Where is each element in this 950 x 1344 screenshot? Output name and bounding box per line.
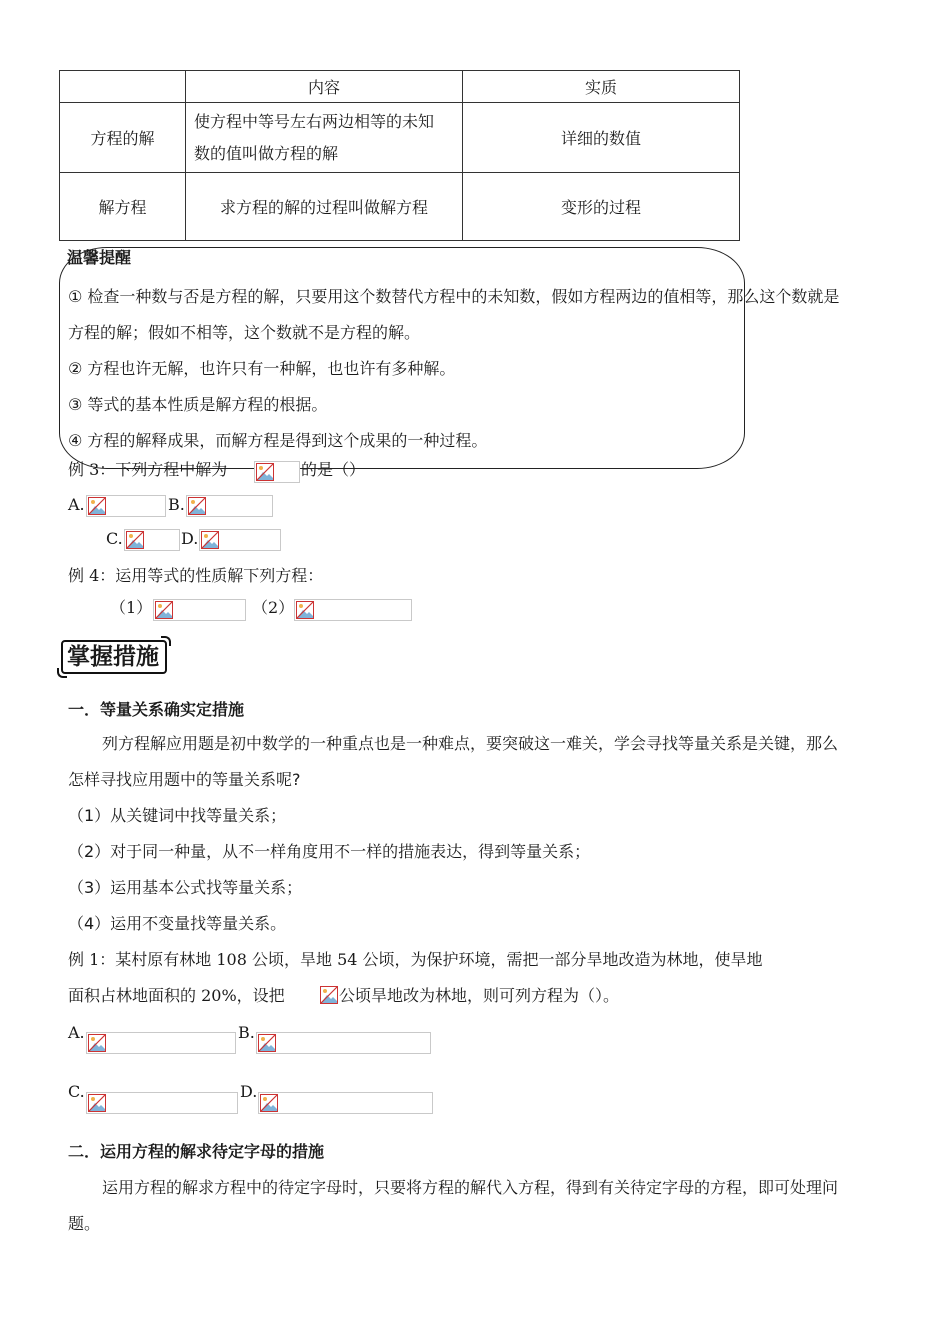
example1-line: 例 1：某村原有林地 108 公顷，旱地 54 公顷，为保护环境，需把一部分旱地改造为林地，使旱地 [68,950,763,969]
section-badge: 掌握措施 [61,640,167,674]
section1-paragraph-line: 怎样寻找应用题中的等量关系呢? [68,770,301,789]
table-header-row [60,71,740,103]
section1-paragraph-line: 列方程解应用题是初中数学的一种重点也是一种难点，要突破这一难关，学会寻找等量关系是关键，那么 [102,734,839,753]
section2-paragraph-line: 运用方程的解求方程中的待定字母时，只要将方程的解代入方程，得到有关待定字母的方程，即可处理问 [102,1178,839,1197]
broken-image-icon [88,1034,106,1052]
equation-image [186,495,273,517]
broken-image-icon [155,601,173,619]
option-label-c: C. [68,1082,85,1101]
equation-image [294,599,412,621]
broken-image-icon [258,1034,276,1052]
equation-image [320,986,338,1008]
table-row [60,103,740,173]
equation-image [199,529,281,551]
content-line: 数的值叫做方程的解 [194,143,339,163]
equation-image [86,1092,238,1114]
equation-image [254,461,300,483]
example3-suffix: 的是（） [301,460,366,479]
list-item: （4）运用不变量找等量关系。 [68,914,287,933]
reminder-line: ② 方程也许无解，也许只有一种解，也也许有多种解。 [68,359,456,378]
reminder-line: ④ 方程的解释成果，而解方程是得到这个成果的一种过程。 [68,431,488,450]
broken-image-icon [320,986,338,1004]
equation-image [256,1032,431,1054]
section2-heading: 二．运用方程的解求待定字母的措施 [68,1142,325,1161]
equation-image [258,1092,433,1114]
example1-line-suffix: 公顷旱地改为林地，则可列方程为（）。 [339,986,620,1005]
definition-table [59,70,740,241]
content-line: 使方程中等号左右两边相等的未知 [194,111,435,131]
example1-line-prefix: 面积占林地面积的 20%，设把 [68,986,285,1005]
broken-image-icon [126,531,144,549]
list-item: （3）运用基本公式找等量关系； [68,878,303,897]
table-row [60,173,740,241]
item-label: （2） [252,598,295,617]
table-cell-content [186,103,463,173]
option-label-c: C. [106,529,123,548]
option-label-d: D. [240,1082,258,1101]
option-label-a: A. [68,1023,85,1042]
reminder-line: ① 检查一种数与否是方程的解，只要用这个数替代方程中的未知数，假如方程两边的值相等，那么这个数就是 [68,287,840,306]
broken-image-icon [201,531,219,549]
reminder-title: 温馨提醒 [67,248,132,267]
option-label-d: D. [181,529,199,548]
section2-paragraph-line: 题。 [68,1214,101,1233]
table-cell-essence: 详细的数值 [463,103,740,173]
equation-image [153,599,246,621]
table-cell-content: 求方程的解的过程叫做解方程 [186,173,463,241]
table-header-cell: 实质 [463,71,740,103]
item-label: （1） [110,598,153,617]
option-label-a: A. [68,495,85,514]
table-header-cell [60,71,186,103]
reminder-line: 方程的解；假如不相等，这个数就不是方程的解。 [68,323,421,342]
table-cell-term: 解方程 [60,173,186,241]
list-item: （1）从关键词中找等量关系； [68,806,287,825]
equation-image [86,1032,236,1054]
reminder-line: ③ 等式的基本性质是解方程的根据。 [68,395,328,414]
equation-image [86,495,166,517]
broken-image-icon [88,497,106,515]
section1-heading: 一．等量关系确实定措施 [68,700,245,719]
broken-image-icon [256,463,274,481]
table-header-cell: 内容 [186,71,463,103]
list-item: （2）对于同一种量，从不一样角度用不一样的措施表达，得到等量关系； [68,842,591,861]
example3-prefix: 例 3：下列方程中解为 [68,460,228,479]
broken-image-icon [296,601,314,619]
table-cell-term: 方程的解 [60,103,186,173]
broken-image-icon [188,497,206,515]
option-label-b: B. [168,495,185,514]
broken-image-icon [88,1094,106,1112]
broken-image-icon [260,1094,278,1112]
option-label-b: B. [238,1023,255,1042]
example4-text: 例 4：运用等式的性质解下列方程： [68,566,324,585]
equation-image [124,529,180,551]
table-cell-essence: 变形的过程 [463,173,740,241]
